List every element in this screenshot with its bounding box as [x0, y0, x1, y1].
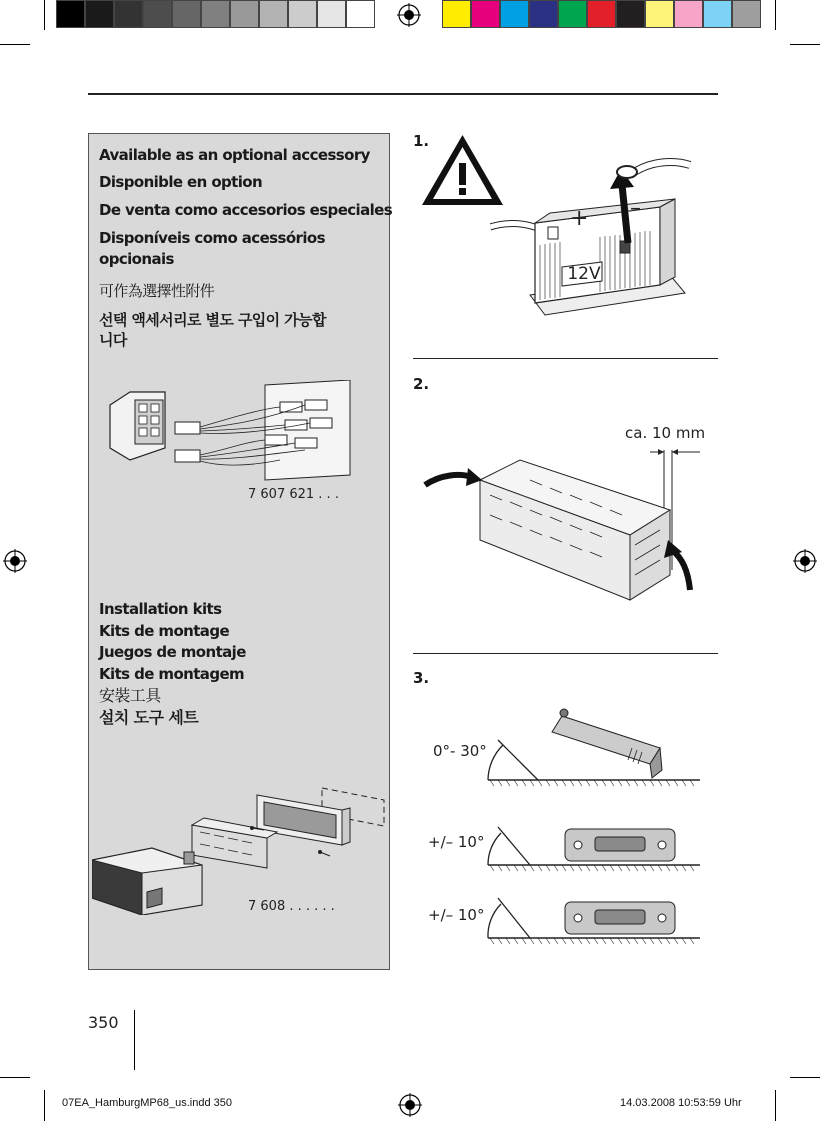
color-swatch	[201, 0, 230, 28]
color-swatch	[288, 0, 317, 28]
angle-label-3: +/– 10°	[428, 906, 485, 924]
color-swatch	[674, 0, 703, 28]
crop-mark	[790, 1077, 820, 1078]
installation-kit-illustration	[92, 780, 387, 915]
crop-mark	[44, 1090, 45, 1121]
install-part-number: 7 608 . . . . . .	[248, 899, 335, 914]
accessory-line-ko: 선택 액세서리로 별도 구입이 가능합	[99, 311, 326, 329]
accessory-line-pt-2: opcionais	[99, 250, 174, 268]
color-swatch	[616, 0, 645, 28]
angle-label-2: +/– 10°	[428, 833, 485, 851]
battery-illustration	[490, 155, 700, 330]
color-bar	[442, 0, 761, 30]
accessory-line-en: Available as an optional accessory	[99, 146, 370, 164]
color-swatch	[172, 0, 201, 28]
adapter-cable-illustration	[105, 380, 355, 485]
accessory-part-number: 7 607 621 . . .	[248, 487, 339, 502]
install-line-en: Installation kits	[99, 600, 222, 618]
color-swatch	[558, 0, 587, 28]
angle-diagram-tilt	[470, 700, 700, 790]
registration-mark-icon	[397, 3, 421, 27]
accessory-line-zh: 可作為選擇性附件	[99, 282, 215, 300]
color-swatch	[56, 0, 85, 28]
color-swatch	[259, 0, 288, 28]
crop-mark	[775, 1090, 776, 1121]
install-line-fr: Kits de montage	[99, 622, 230, 640]
color-swatch	[346, 0, 375, 28]
crop-mark	[0, 1077, 30, 1078]
crop-mark	[44, 0, 45, 30]
accessory-line-pt: Disponíveis como acessórios	[99, 229, 325, 247]
color-swatch	[143, 0, 172, 28]
install-line-zh: 安裝工具	[99, 686, 161, 705]
registration-mark-icon	[3, 549, 27, 573]
grayscale-bar	[56, 0, 375, 30]
registration-mark-icon	[398, 1093, 422, 1117]
svg-text:–: –	[630, 196, 641, 221]
color-swatch	[500, 0, 529, 28]
color-swatch	[732, 0, 761, 28]
color-swatch	[114, 0, 143, 28]
step-1-number: 1.	[413, 132, 430, 150]
mounting-frame-illustration	[420, 440, 705, 610]
crop-mark	[775, 0, 776, 30]
color-swatch	[645, 0, 674, 28]
frame-gap-label: ca. 10 mm	[625, 424, 706, 442]
crop-mark	[0, 44, 30, 45]
registration-mark-icon	[793, 549, 817, 573]
color-swatch	[471, 0, 500, 28]
header-rule	[88, 93, 718, 95]
step-divider	[413, 358, 718, 359]
color-swatch	[230, 0, 259, 28]
color-swatch	[442, 0, 471, 28]
install-line-pt: Kits de montagem	[99, 665, 245, 683]
battery-voltage-label: 12V	[567, 264, 601, 284]
color-swatch	[703, 0, 732, 28]
color-swatch	[317, 0, 346, 28]
install-line-es: Juegos de montaje	[99, 643, 246, 661]
page-number-rule	[134, 1010, 135, 1070]
install-line-ko: 설치 도구 세트	[99, 708, 199, 727]
svg-text:+: +	[570, 206, 589, 231]
angle-diagram-flat-1	[470, 815, 700, 875]
accessory-line-ko-2: 니다	[99, 331, 127, 349]
color-swatch	[529, 0, 558, 28]
crop-mark	[790, 44, 820, 45]
step-3-number: 3.	[413, 669, 430, 687]
color-swatch	[85, 0, 114, 28]
footer-filename: 07EA_HamburgMP68_us.indd 350	[62, 1097, 233, 1109]
step-2-number: 2.	[413, 375, 430, 393]
accessory-line-es: De venta como accesorios especiales	[99, 201, 393, 219]
angle-label-1: 0°- 30°	[433, 742, 487, 760]
step-divider	[413, 653, 718, 654]
page-number: 350	[88, 1013, 119, 1032]
color-swatch	[587, 0, 616, 28]
accessory-line-fr: Disponible en option	[99, 173, 263, 191]
angle-diagram-flat-2	[470, 890, 700, 950]
footer-datetime: 14.03.2008 10:53:59 Uhr	[620, 1097, 742, 1109]
